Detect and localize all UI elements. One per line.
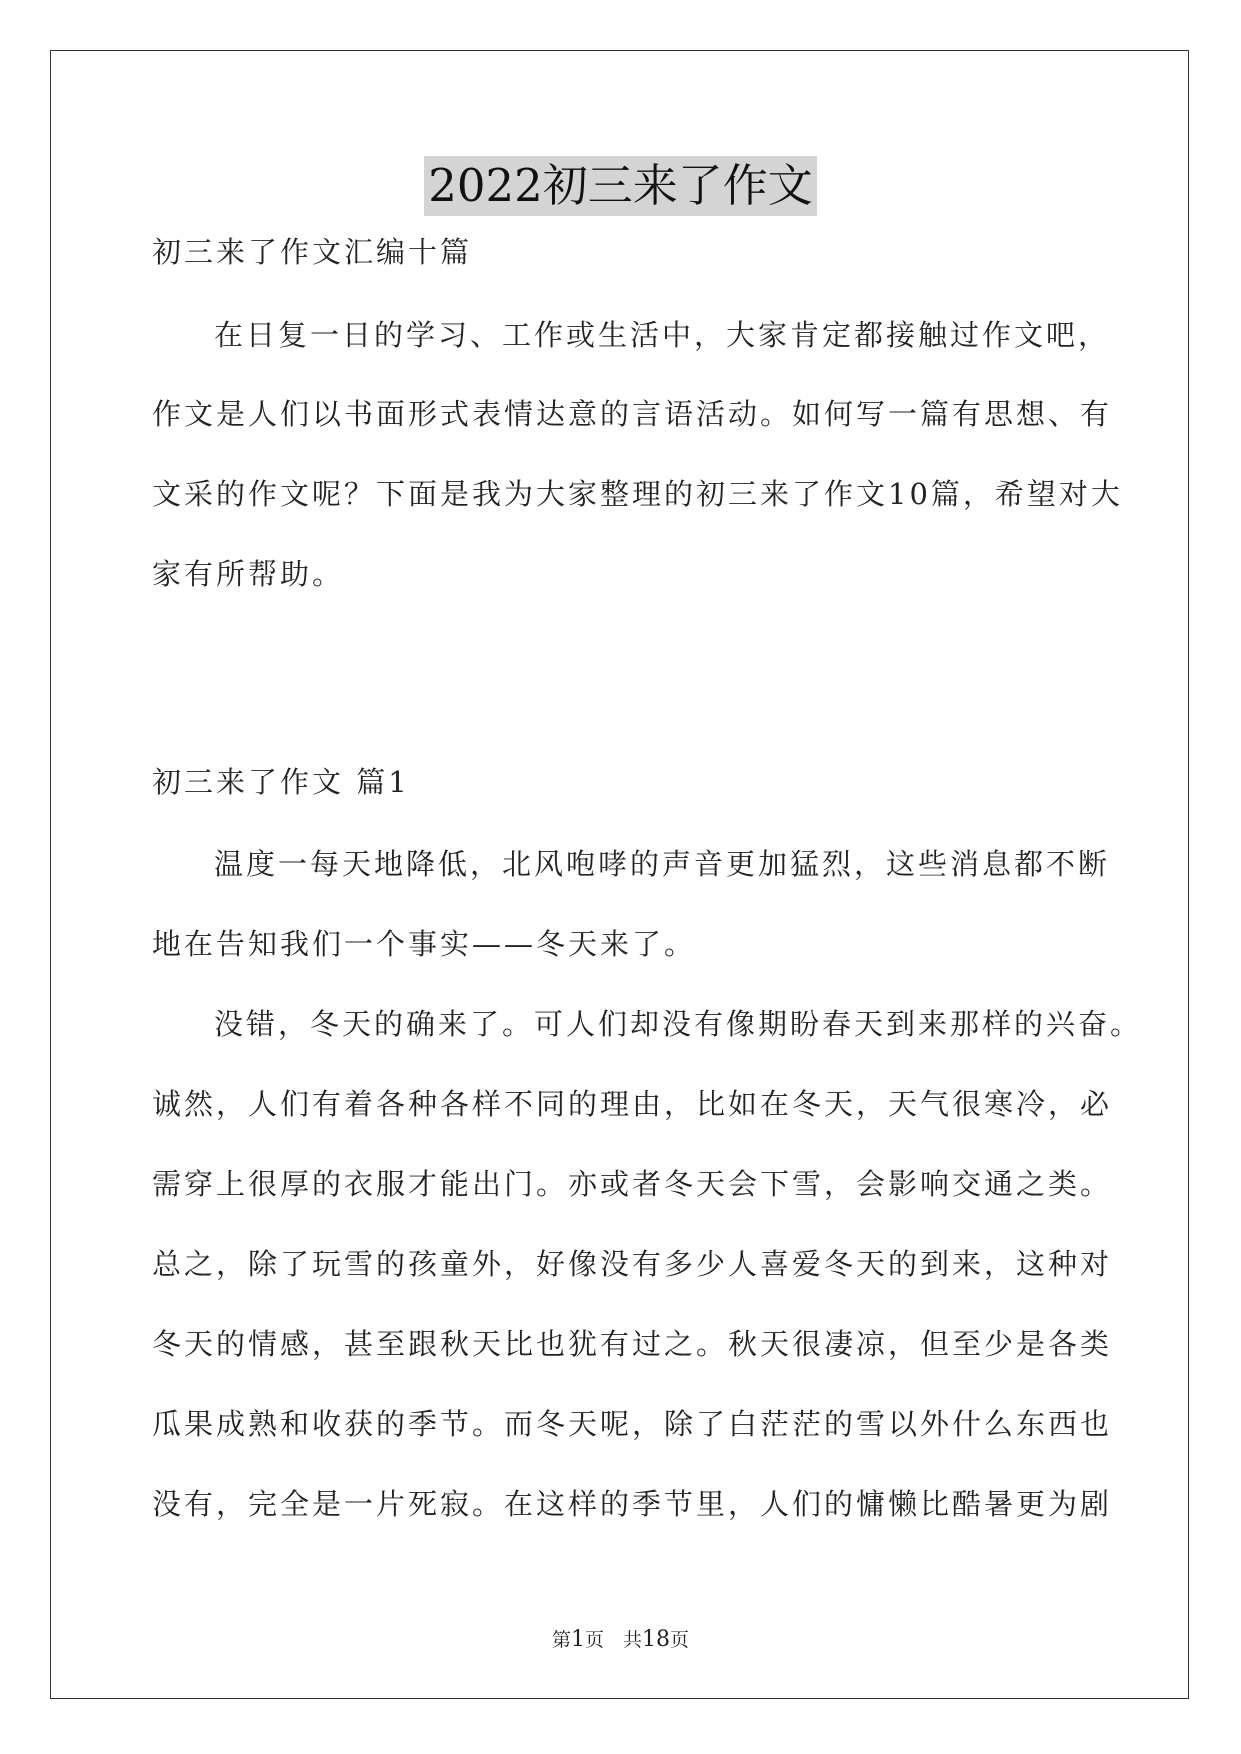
text-line: 诚然，人们有着各种各样不同的理由，比如在冬天，天气很寒冷，必: [152, 1087, 1113, 1121]
text-line: 没有，完全是一片死寂。在这样的季节里，人们的慵懒比酷暑更为剧: [152, 1487, 1113, 1521]
text-line: 总之，除了玩雪的孩童外，好像没有多少人喜爱冬天的到来，这种对: [152, 1247, 1113, 1281]
text-line: 温度一每天地降低，北风咆哮的声音更加猛烈，这些消息都不断: [214, 847, 1111, 881]
text-line: 没错，冬天的确来了。可人们却没有像期盼春天到来那样的兴奋。: [214, 1007, 1143, 1041]
footer-prefix: 第: [551, 1629, 571, 1651]
text-line: 文采的作文呢？下面是我为大家整理的初三来了作文10篇，希望对大: [152, 477, 1123, 511]
page-footer: [0, 1625, 1241, 1652]
footer-suffix: 页: [670, 1629, 690, 1651]
text-line: 冬天的情感，甚至跟秋天比也犹有过之。秋天很凄凉，但至少是各类: [152, 1327, 1113, 1361]
footer-total-pages: 18: [642, 1627, 670, 1652]
text-line: 家有所帮助。: [152, 557, 345, 591]
text-line: 地在告知我们一个事实——冬天来了。: [152, 927, 697, 961]
footer-mid: 页 共: [584, 1629, 642, 1651]
text-line: 初三来了作文 篇1: [152, 765, 410, 799]
text-line: 初三来了作文汇编十篇: [152, 235, 473, 269]
text-line: 作文是人们以书面形式表情达意的言语活动。如何写一篇有思想、有: [152, 397, 1113, 431]
text-line: 需穿上很厚的衣服才能出门。亦或者冬天会下雪，会影响交通之类。: [152, 1167, 1113, 1201]
title-container: [0, 156, 1241, 216]
footer-page-number: 1: [570, 1627, 585, 1652]
text-line: 在日复一日的学习、工作或生活中，大家肯定都接触过作文吧，: [214, 318, 1111, 352]
document-title: 2022初三来了作文: [424, 156, 817, 216]
text-line: 瓜果成熟和收获的季节。而冬天呢，除了白茫茫的雪以外什么东西也: [152, 1407, 1113, 1441]
